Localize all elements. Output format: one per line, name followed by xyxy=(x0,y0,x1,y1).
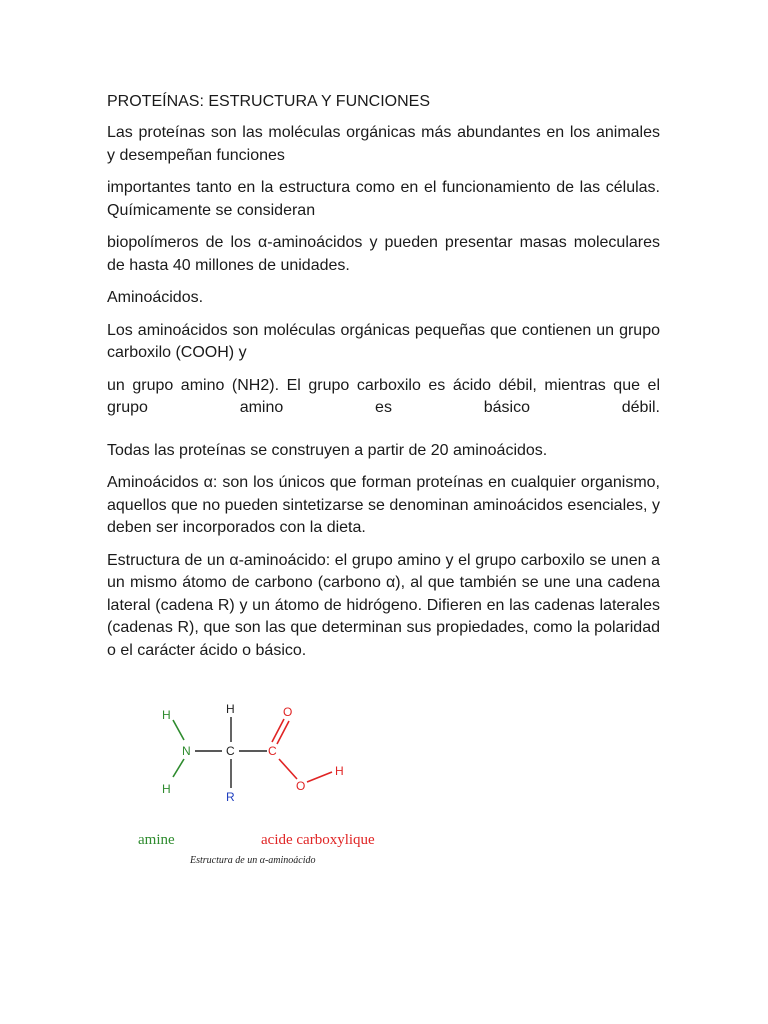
figure-caption: Estructura de un α-aminoácido xyxy=(190,855,316,866)
atom-n: N xyxy=(182,744,191,758)
paragraph: biopolímeros de los α-aminoácidos y pueden presentar masas moleculares de hasta 40 millones de unidades. xyxy=(107,234,660,274)
atom-h-bottom-left: H xyxy=(162,782,171,796)
atom-h-top-left: H xyxy=(162,708,171,722)
bond-n-h-top xyxy=(173,720,184,740)
bond-c-o-double-1 xyxy=(272,719,284,742)
amino-acid-structure-figure xyxy=(130,695,430,875)
paragraph: Los aminoácidos son moléculas orgánicas pequeñas que contienen un grupo carboxilo (COOH) y xyxy=(107,321,660,361)
atom-c-alpha: C xyxy=(226,744,235,758)
amine-label: amine xyxy=(138,832,175,848)
paragraph: Las proteínas son las moléculas orgánicas más abundantes en los animales y desempeñan funciones xyxy=(107,124,660,164)
atom-h-oh: H xyxy=(335,764,344,778)
paragraph-gap xyxy=(107,430,660,440)
document-body xyxy=(107,91,660,672)
atom-h-top: H xyxy=(226,702,235,716)
paragraph: importantes tanto en la estructura como en el funcionamiento de las células. Químicamente se consideran xyxy=(107,179,660,219)
bond-c-o-double-2 xyxy=(277,721,289,744)
document-title: PROTEÍNAS: ESTRUCTURA Y FUNCIONES xyxy=(107,93,431,110)
paragraph: Estructura de un α-aminoácido: el grupo amino y el grupo carboxilo se unen a un mismo átomo de carbono (carbono α), al que también se une una cadena lateral (cadena R) y un átomo de hidrógeno. Difieren en las cadenas laterales (cadenas R), que son las que determinan sus propiedades, como la polaridad o el carácter ácido o básico. xyxy=(107,551,660,659)
section-heading: Aminoácidos. xyxy=(107,289,204,306)
paragraph: Todas las proteínas se construyen a partir de 20 aminoácidos. xyxy=(107,441,548,459)
atom-r: R xyxy=(226,790,235,804)
carboxylic-acid-label: acide carboxylique xyxy=(261,832,375,848)
paragraph: Aminoácidos α: son los únicos que forman proteínas en cualquier organismo, aquellos que no pueden sintetizarse se denominan aminoácidos esenciales, y deben ser incorporados con la dieta. xyxy=(107,474,660,536)
bond-n-h-bottom xyxy=(173,759,184,777)
bond-o-h xyxy=(307,772,332,782)
atom-o-single: O xyxy=(296,779,306,793)
atom-c-carboxyl: C xyxy=(268,744,277,758)
structure-diagram xyxy=(130,695,430,830)
atom-o-double: O xyxy=(283,705,293,719)
bond-c-o-single xyxy=(279,759,297,779)
paragraph: un grupo amino (NH2). El grupo carboxilo es ácido débil, mientras que el grupo amino es básico débil. xyxy=(107,376,660,416)
